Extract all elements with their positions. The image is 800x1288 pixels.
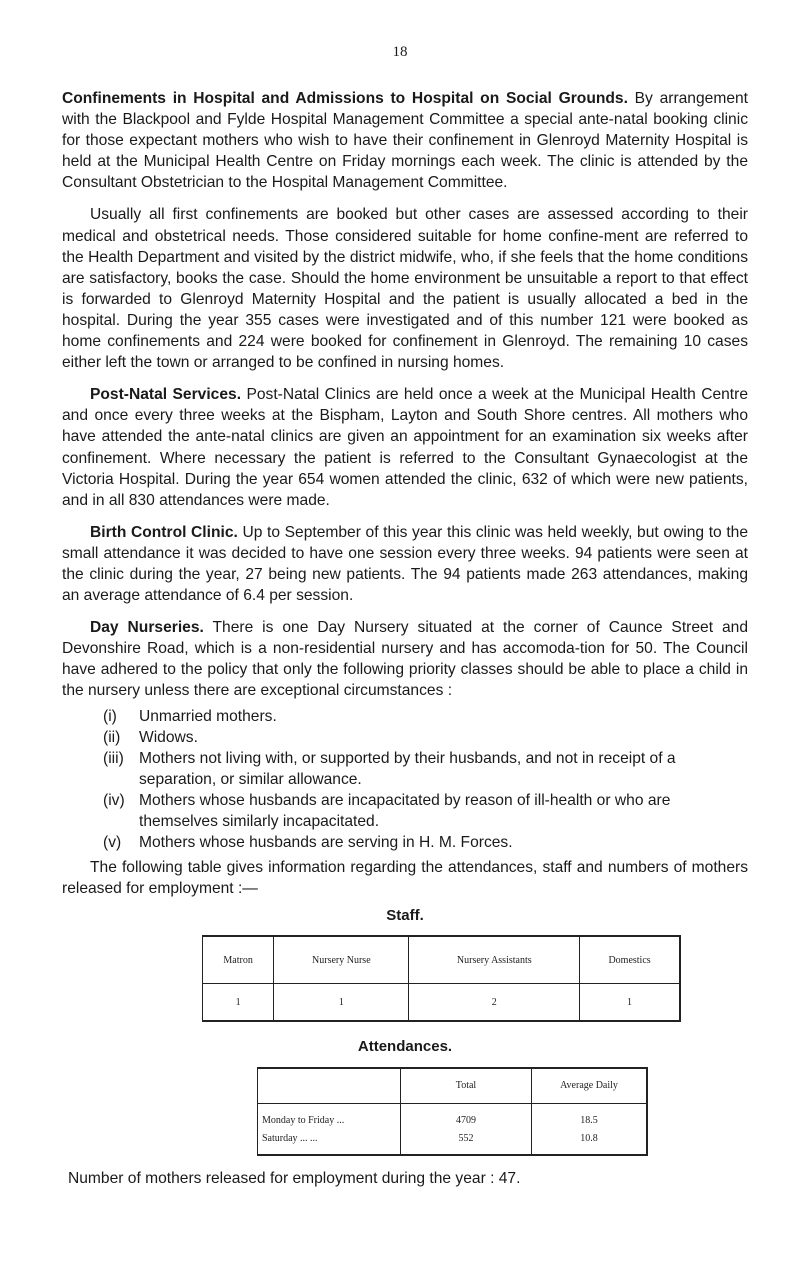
row-label: Monday to Friday ... [258,1103,401,1130]
table-row [258,1130,648,1155]
list-item-number: (iv) [103,791,125,809]
row-label: Saturday ... ... [258,1130,401,1155]
list-item-text: Mothers whose husbands are incapacitated by reason of ill-health or who are themselves similarly incapacitated. [139,791,671,830]
column-header: Total [401,1068,532,1104]
attendances-table-title: Attendances. [357,1038,453,1056]
post-natal-heading: Post-Natal Services. [90,386,242,404]
table-intro: The following table gives information regarding the attendances, staff and numbers of mothers released for employment :— [62,859,748,898]
post-natal-section [62,384,748,511]
staff-table-title: Staff. [386,907,424,925]
list-item-text: Widows. [139,728,198,746]
table-cell: 4709 [401,1103,532,1130]
table-cell: 18.5 [532,1103,648,1130]
column-header: Nursery Assistants [409,936,580,984]
list-item-number: (iii) [103,749,124,767]
mothers-released-line: Number of mothers released for employment during the year : 47. [68,1169,521,1187]
list-item [103,790,748,832]
list-item-text: Mothers whose husbands are serving in H. M. Forces. [139,834,513,852]
list-item-number: (i) [103,707,117,725]
page-number: 18 [392,44,408,60]
column-header [258,1068,401,1104]
list-item [103,748,748,790]
column-header: Nursery Nurse [274,936,409,984]
birth-control-text: Up to September of this year this clinic was held weekly, but owing to the small attendance it was decided to have one session every three weeks. 94 patients were seen at the clinic during the year, 27 being new patients. The 94 patients made 263 attendances, making an average attendance of 6.4 per session. [62,523,749,605]
column-header: Matron [203,936,274,984]
list-item-number: (ii) [103,728,121,746]
list-item [103,706,748,727]
column-header: Domestics [580,936,680,984]
confinements-section [62,88,748,193]
attendances-table [257,1067,648,1156]
table-cell: 1 [203,984,274,1022]
table-cell: 1 [274,984,409,1022]
table-cell: 2 [409,984,580,1022]
list-item [103,832,748,853]
table-cell: 10.8 [532,1130,648,1155]
table-header-row [258,1068,648,1104]
priority-classes-list [62,706,748,854]
birth-control-heading: Birth Control Clinic. [90,523,238,541]
day-nurseries-text: There is one Day Nursery situated at the corner of Caunce Street and Devonshire Road, which is a non-residential nursery and has accomoda-tion for 50. The Council have adhered to the policy that only the following priority classes should be able to place a child in the nursery unless there are exceptional circumstances : [62,619,748,700]
table-row [258,1103,648,1130]
list-item-text: Unmarried mothers. [139,707,277,725]
column-header: Average Daily [532,1068,648,1104]
document-body [62,88,748,1189]
day-nurseries-section [62,617,748,701]
list-item-number: (v) [103,834,122,852]
staff-table [202,935,681,1022]
confinements-heading: Confinements in Hospital and Admissions to Hospital on Social Grounds. [62,90,628,107]
post-natal-text: Post-Natal Clinics are held once a week at the Municipal Health Centre and once every three weeks at the Bispham, Layton and South Shore centres. All mothers who have attended the ante-natal clinics are given an appointment for an examination six weeks after confinement. Where necessary the patient is referred to the Consultant Gynaecologist at the Victoria Hospital. During the year 654 women attended the clinic, 632 of which were new patients, and in all 830 attendances were made. [62,386,749,509]
day-nurseries-heading: Day Nurseries. [90,619,204,637]
list-item-text: Mothers not living with, or supported by their husbands, and not in receipt of a separation, or similar allowance. [139,749,676,788]
birth-control-section [62,522,748,606]
table-header-row [203,936,681,984]
list-item [103,727,748,748]
confinements-para1: By arrangement with the Blackpool and Fylde Hospital Management Committee a special ante-natal booking clinic for those expectant mothers who wish to have their confinement in Glenroyd Maternity Hospital is held at the Municipal Health Centre on Friday mornings each week. The clinic is attended by the Consultant Obstetrician to the Hospital Management Committee. [62,90,748,192]
table-cell: 1 [580,984,680,1022]
table-cell: 552 [401,1130,532,1155]
confinements-para2: Usually all first confinements are booked but other cases are assessed according to their medical and obstetrical needs. Those considered suitable for home confine-ment are referred to the Health Department and visited by the district midwife, who, if she feels that the home conditions are satisfactory, books the case. Should the home environment be unsuitable a report to that effect is forwarded to Glenroyd Maternity Hospital and the patient is usually allocated a bed in the hospital. During the year 355 cases were investigated and of this number 121 were booked as home confinements and 224 were booked for confinement in Glenroyd. The remaining 10 cases either left the town or arranged to be confined in nursing homes. [62,206,748,372]
table-row [203,984,681,1022]
